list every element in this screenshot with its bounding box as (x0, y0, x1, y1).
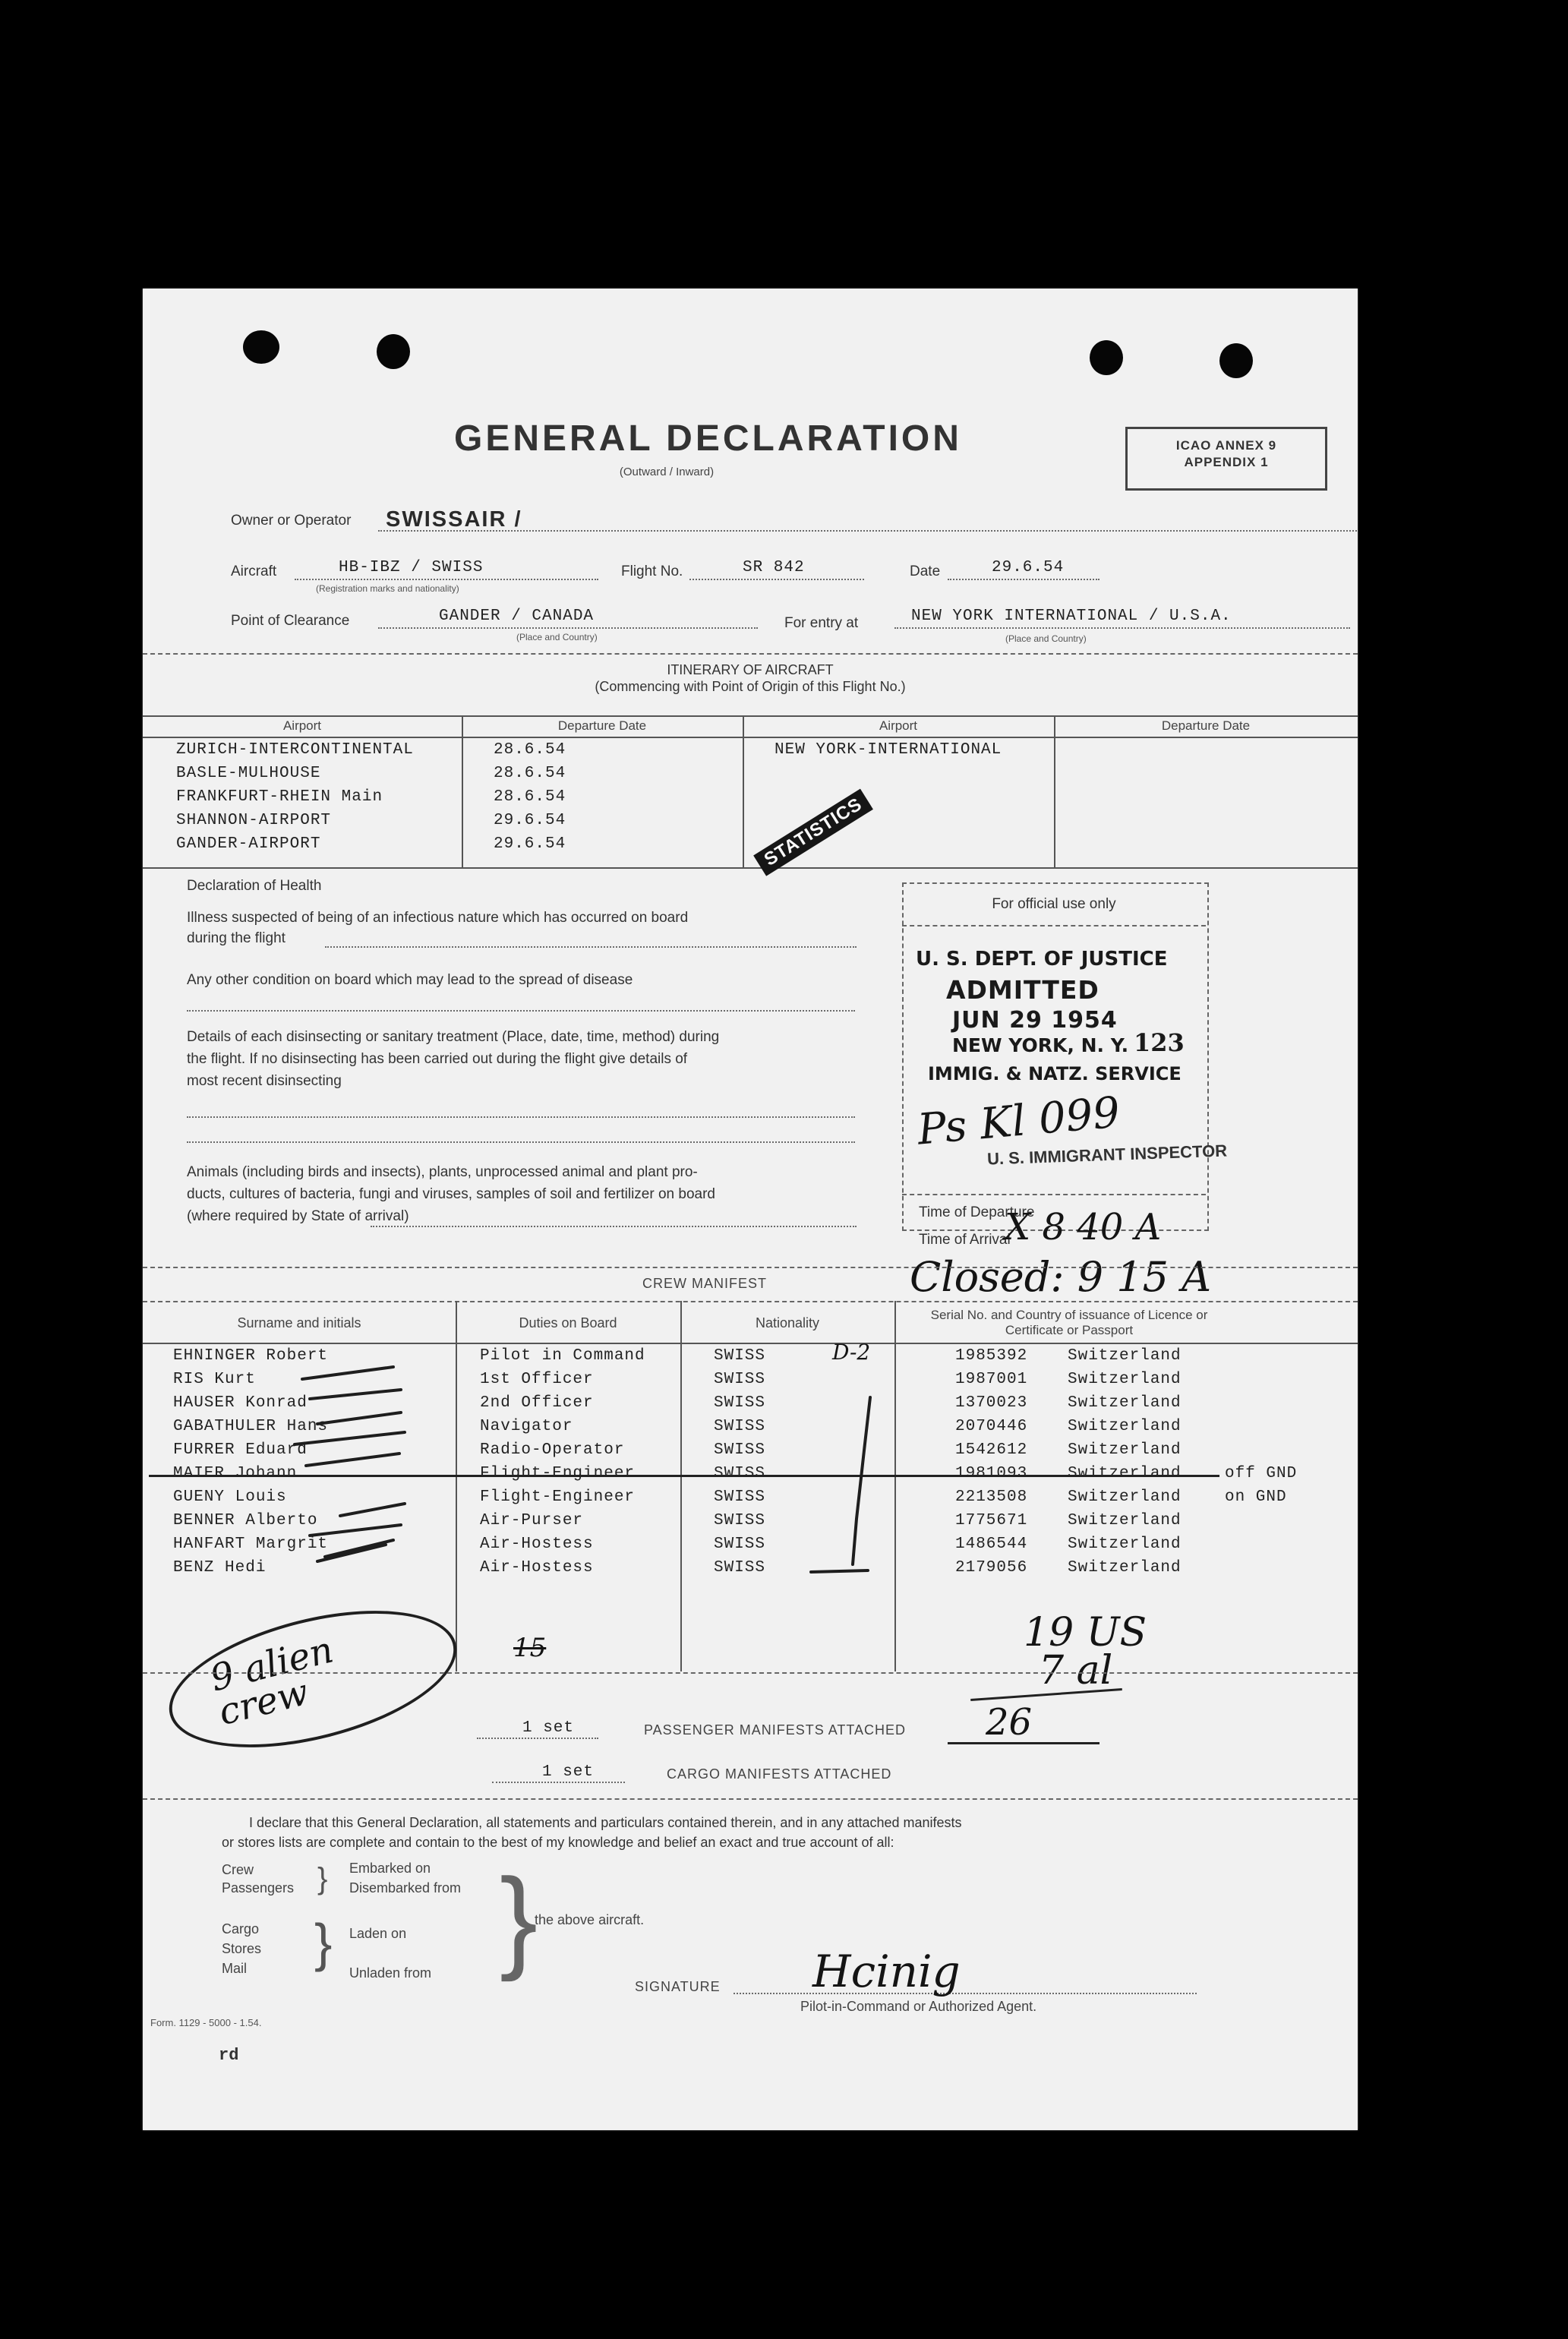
date-dotted-line (948, 579, 1099, 580)
circled-note-text: 9 alien crew (206, 1628, 338, 1735)
health-answer-line (325, 946, 857, 948)
itinerary-col-header: Airport (879, 718, 918, 733)
arrival-time-value: X 8 40 A (1005, 1206, 1162, 1248)
punch-hole (243, 330, 279, 364)
passenger-count-underline (948, 1742, 1099, 1744)
crew-duty: Flight-Engineer (480, 1488, 636, 1506)
decl-brace-3: } (500, 1854, 538, 1982)
health-p1-l1: Illness suspected of being of an infectious nature which has occurred on board (187, 910, 689, 926)
crew-country: Switzerland (1068, 1347, 1182, 1365)
crew-nationality: SWISS (714, 1347, 766, 1365)
decl-embarked: Embarked on (349, 1861, 431, 1876)
flight-label: Flight No. (621, 563, 683, 579)
aircraft-label: Aircraft (231, 563, 277, 579)
cargo-manifest-label: CARGO MANIFESTS ATTACHED (667, 1766, 892, 1782)
crew-duty: Pilot in Command (480, 1347, 645, 1365)
icao-annex-box (1125, 427, 1327, 491)
closed-note: Closed: 9 15 A (910, 1253, 1212, 1301)
cargo-manifest-qty: 1 set (542, 1763, 595, 1781)
passenger-manifest-line (477, 1738, 598, 1739)
decl-brace-1: } (317, 1862, 328, 1896)
crew-name: HANFART Margrit (173, 1536, 329, 1553)
owner-value: SWISSAIR / (386, 507, 522, 532)
crew-country: Switzerland (1068, 1418, 1182, 1435)
signature-label: SIGNATURE (635, 1979, 721, 1994)
footer-mark: rd (219, 2046, 239, 2065)
health-p3-l1: Details of each disinsecting or sanitary treatment (Place, date, time, method) during (187, 1029, 720, 1045)
flight-dotted-line (689, 579, 864, 580)
crew-country: Switzerland (1068, 1441, 1182, 1459)
flight-value: SR 842 (743, 559, 805, 576)
crew-name: HAUSER Konrad (173, 1394, 308, 1412)
crew-col-header: Nationality (755, 1315, 820, 1330)
decl-laden: Laden on (349, 1926, 407, 1941)
crew-duty: Radio-Operator (480, 1441, 625, 1459)
crew-col-header: Surname and initials (237, 1315, 361, 1330)
itinerary-header-bottom (143, 737, 1358, 738)
entry-caption: (Place and Country) (1005, 633, 1087, 644)
crew-name: BENNER Alberto (173, 1512, 318, 1529)
itinerary-col-divider (1054, 715, 1055, 867)
inspector-signature: Ps Kl 099 (915, 1087, 1122, 1155)
stamp-city: NEW YORK, N. Y. (952, 1034, 1129, 1056)
stamp-number: 123 (1134, 1028, 1185, 1057)
crew-duty: Air-Hostess (480, 1536, 594, 1553)
alien-count: 7 al (1039, 1648, 1113, 1693)
crew-nationality: SWISS (714, 1536, 766, 1553)
pilot-signature: Hcinig (812, 1946, 961, 1997)
signature-line (734, 1993, 1197, 1994)
crew-serial: 1987001 (955, 1371, 1028, 1388)
struck-mark: 15 (513, 1633, 547, 1663)
itinerary-col-header: Departure Date (1161, 718, 1251, 733)
crew-serial: 1775671 (955, 1512, 1028, 1529)
aircraft-value: HB-IBZ / SWISS (339, 559, 484, 576)
crew-duty: Navigator (480, 1418, 573, 1435)
crew-serial: 2179056 (955, 1559, 1028, 1577)
health-title: Declaration of Health (187, 878, 322, 894)
crew-nationality: SWISS (714, 1394, 766, 1412)
crew-col-header: Duties on Board (519, 1315, 617, 1330)
itinerary-date: 28.6.54 (494, 788, 566, 806)
entry-value: NEW YORK INTERNATIONAL / U.S.A. (911, 608, 1232, 625)
official-use-title: For official use only (992, 896, 1116, 912)
crew-serial: 1985392 (955, 1347, 1028, 1365)
itinerary-airport: FRANKFURT-RHEIN Main (176, 788, 383, 806)
itinerary-subtitle: (Commencing with Point of Origin of this Flight No.) (595, 679, 906, 694)
itinerary-airport: ZURICH-INTERCONTINENTAL (176, 741, 414, 759)
itinerary-col-header: Airport (282, 718, 322, 733)
stamp-dept: U. S. DEPT. OF JUSTICE (916, 948, 1168, 971)
form-number: Form. 1129 - 5000 - 1.54. (150, 2017, 262, 2028)
crew-country: Switzerland (1068, 1512, 1182, 1529)
health-p3-l2: the flight. If no disinsecting has been carried out during the flight give details of (187, 1051, 688, 1067)
date-label: Date (910, 563, 941, 579)
crew-nationality: SWISS (714, 1488, 766, 1506)
crew-country: Switzerland (1068, 1394, 1182, 1412)
declaration-line-2: or stores lists are complete and contain to the best of my knowledge and belief an exact and true account of all: (222, 1835, 894, 1850)
passenger-manifest-qty: 1 set (522, 1719, 575, 1737)
decl-brace-2: } (314, 1913, 333, 1972)
health-p3-l3: most recent disinsecting (187, 1073, 342, 1089)
itinerary-header-top (143, 715, 1358, 717)
icao-appendix-line: APPENDIX 1 (1184, 455, 1269, 469)
official-time-rule (902, 1194, 1206, 1195)
health-answer-line (187, 1010, 855, 1012)
manifests-bottom-rule (143, 1798, 1358, 1800)
itinerary-date: 28.6.54 (494, 741, 566, 759)
owner-label: Owner or Operator (231, 513, 352, 529)
clearance-caption: (Place and Country) (516, 632, 598, 642)
cargo-manifest-line (492, 1782, 625, 1783)
date-value: 29.6.54 (992, 559, 1065, 576)
aircraft-caption: (Registration marks and nationality) (316, 583, 459, 594)
decl-crew: Crew (222, 1862, 254, 1877)
itinerary-airport: SHANNON-AIRPORT (176, 812, 332, 829)
inspector-label: U. S. IMMIGRANT INSPECTOR (986, 1141, 1228, 1169)
signature-caption: Pilot-in-Command or Authorized Agent. (800, 1999, 1037, 2014)
entry-dotted-line (894, 627, 1350, 629)
crew-serial: 1370023 (955, 1394, 1028, 1412)
health-p2: Any other condition on board which may lead to the spread of disease (187, 972, 633, 988)
itinerary-col-divider (462, 715, 463, 867)
crew-top-rule (143, 1267, 1358, 1268)
passenger-count: 26 (986, 1701, 1033, 1744)
us-count: 19 US (1024, 1610, 1147, 1656)
crew-name: GUENY Louis (173, 1488, 287, 1506)
crew-nationality: SWISS (714, 1559, 766, 1577)
page-title: GENERAL DECLARATION (454, 418, 962, 459)
itinerary-bottom-rule (143, 867, 1358, 869)
crew-country: Switzerland (1068, 1371, 1182, 1388)
health-p4-l1: Animals (including birds and insects), plants, unprocessed animal and plant pro- (187, 1164, 698, 1180)
declaration-line-1: I declare that this General Declaration, all statements and particulars contained therein, and in any attached manifests (249, 1815, 962, 1830)
crew-serial: 1542612 (955, 1441, 1028, 1459)
decl-mail: Mail (222, 1961, 248, 1976)
pen-check-marks (143, 1337, 902, 1587)
crew-country: Switzerland (1068, 1559, 1182, 1577)
clearance-value: GANDER / CANADA (439, 608, 595, 625)
crew-note: off GND (1225, 1465, 1298, 1482)
crew-duty: Air-Hostess (480, 1559, 594, 1577)
itinerary-airport: GANDER-AIRPORT (176, 835, 321, 853)
crew-serial: 1981093 (955, 1465, 1028, 1482)
punch-hole (1219, 343, 1253, 378)
crew-nationality: SWISS (714, 1441, 766, 1459)
crew-name: FURRER Eduard (173, 1441, 308, 1459)
crew-serial: 2070446 (955, 1418, 1028, 1435)
itinerary-col-header: Departure Date (557, 718, 647, 733)
health-p1-l2: during the flight (187, 930, 286, 946)
itinerary-date: 29.6.54 (494, 812, 566, 829)
decl-above-aircraft: the above aircraft. (535, 1912, 645, 1927)
itinerary-top-rule (143, 653, 1358, 655)
itinerary-date: 29.6.54 (494, 835, 566, 853)
clearance-label: Point of Clearance (231, 613, 350, 629)
crew-header-top (143, 1301, 1358, 1302)
crew-title: CREW MANIFEST (642, 1276, 767, 1291)
stamp-admitted: ADMITTED (946, 975, 1099, 1005)
crew-note: on GND (1225, 1488, 1287, 1506)
statistics-stamp: STATISTICS (753, 788, 873, 876)
crew-country: Switzerland (1068, 1488, 1182, 1506)
crew-nationality: SWISS (714, 1371, 766, 1388)
crew-col-header: Serial No. and Country of issuance of Licence or Certificate or Passport (930, 1308, 1208, 1337)
owner-dotted-line (378, 530, 1358, 532)
crew-nationality: SWISS (714, 1465, 766, 1482)
decl-cargo: Cargo (222, 1921, 260, 1937)
official-use-rule (902, 925, 1206, 926)
crew-serial: 1486544 (955, 1536, 1028, 1553)
page-subtitle: (Outward / Inward) (619, 466, 715, 478)
punch-hole (1090, 340, 1123, 375)
passenger-manifest-label: PASSENGER MANIFESTS ATTACHED (644, 1722, 907, 1738)
clearance-dotted-line (378, 627, 758, 629)
crew-duty: Air-Purser (480, 1512, 584, 1529)
aircraft-dotted-line (295, 579, 598, 580)
crew-name: RIS Kurt (173, 1371, 256, 1388)
crew-duty: 2nd Officer (480, 1394, 594, 1412)
health-p4-l3: (where required by State of arrival) (187, 1208, 409, 1224)
itinerary-date: 28.6.54 (494, 765, 566, 782)
crew-nationality: SWISS (714, 1418, 766, 1435)
health-answer-line (371, 1226, 857, 1227)
crew-serial: 2213508 (955, 1488, 1028, 1506)
crew-nationality: SWISS (714, 1512, 766, 1529)
crew-name: EHNINGER Robert (173, 1347, 329, 1365)
crew-name: GABATHULER Hans (173, 1418, 329, 1435)
decl-passengers: Passengers (222, 1880, 295, 1896)
punch-hole (377, 334, 410, 369)
icao-annex-line: ICAO ANNEX 9 (1175, 438, 1277, 453)
crew-country: Switzerland (1068, 1536, 1182, 1553)
declaration-page (143, 289, 1358, 2130)
decl-unladen: Unladen from (349, 1965, 432, 1981)
itinerary-col-divider (743, 715, 744, 867)
itinerary-airport-right: NEW YORK-INTERNATIONAL (775, 741, 1002, 759)
circled-note (156, 1585, 471, 1772)
entry-label: For entry at (784, 615, 859, 631)
crew-duty: Flight-Engineer (480, 1465, 636, 1482)
itinerary-airport: BASLE-MULHOUSE (176, 765, 321, 782)
crew-bottom-rule (143, 1672, 1358, 1674)
departure-time-label: Time of Departure (919, 1204, 1035, 1220)
decl-stores: Stores (222, 1941, 262, 1956)
nationality-mark: D-2 (832, 1340, 871, 1365)
crew-name: MAIER Johann (173, 1465, 298, 1482)
health-p4-l2: ducts, cultures of bacteria, fungi and viruses, samples of soil and fertilizer on board (187, 1186, 715, 1202)
health-answer-line (187, 1141, 855, 1143)
itinerary-title: ITINERARY OF AIRCRAFT (667, 662, 834, 677)
stamp-date: JUN 29 1954 (952, 1007, 1118, 1034)
crew-country: Switzerland (1068, 1465, 1182, 1482)
health-answer-line (187, 1116, 855, 1118)
stamp-service: IMMIG. & NATZ. SERVICE (928, 1063, 1182, 1084)
decl-disembarked: Disembarked from (349, 1880, 462, 1896)
crew-duty: 1st Officer (480, 1371, 594, 1388)
arrival-time-label: Time of Arrival (919, 1232, 1011, 1248)
crew-name: BENZ Hedi (173, 1559, 267, 1577)
